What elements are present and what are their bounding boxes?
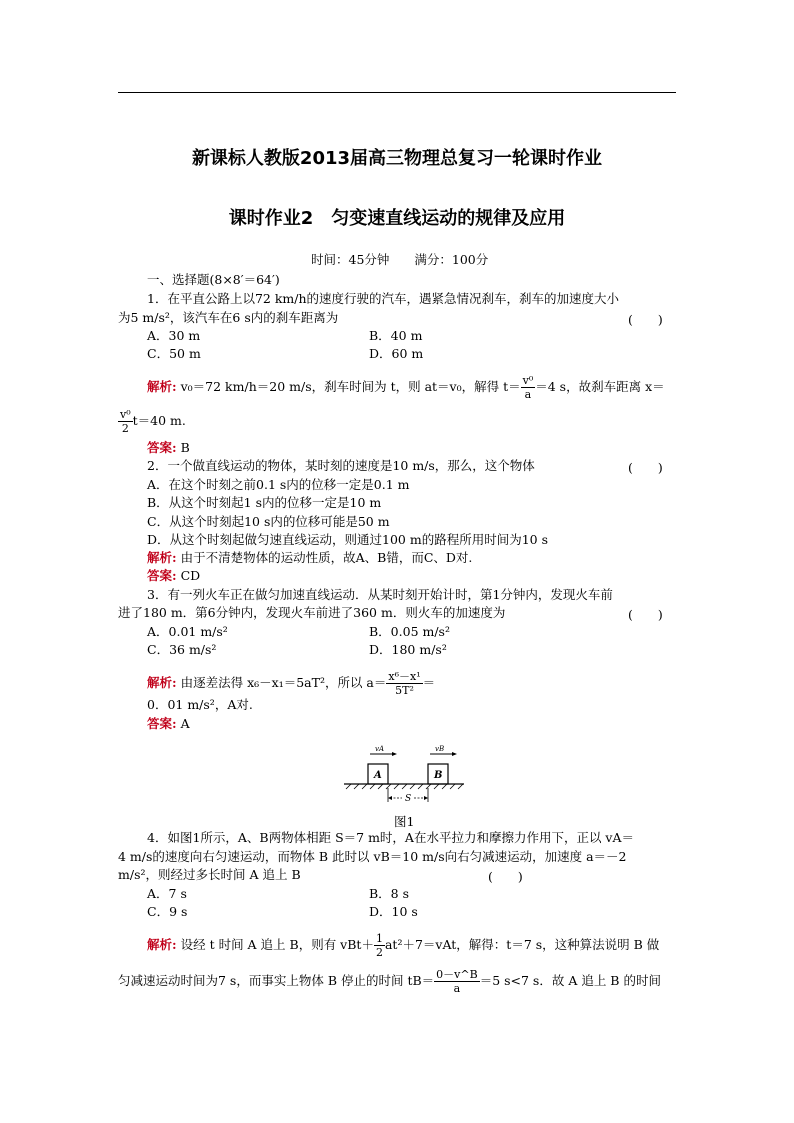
q1-answer-value: B	[180, 440, 190, 455]
q4-option-b: B．8 s	[369, 886, 410, 901]
q3-analysis	[147, 670, 435, 697]
q1-analysis-result: t＝40 m.	[132, 413, 186, 428]
time-info: 时间：45分钟 满分：100分	[311, 252, 489, 267]
fraction-denominator: 5T²	[395, 684, 414, 697]
q4-fraction-stop-time	[434, 968, 480, 995]
q1-analysis-text-b: ＝4 s，故刹车距离 x＝	[535, 379, 665, 394]
analysis-label: 解析:	[147, 379, 177, 394]
q4-option-d: D．10 s	[369, 904, 418, 919]
q3-analysis-text-b: ＝	[422, 675, 436, 690]
q3-answer	[147, 716, 190, 732]
q4-analysis-line2	[118, 968, 661, 995]
q1-stem-line1: 1．在平直公路上以72 km/h的速度行驶的汽车，遇紧急情况刹车，刹车的加速度大小	[147, 291, 620, 306]
q3-stem-line2: 进了180 m．第6分钟内，发现火车前进了360 m．则火车的加速度为	[118, 605, 506, 620]
figure-caption: 图1	[394, 814, 415, 829]
label-vb: vB	[435, 745, 445, 753]
q2-answer-blank: ( )	[628, 460, 663, 475]
q3-fraction-acceleration	[386, 670, 422, 697]
block-a-label: A	[374, 770, 382, 781]
q2-analysis	[147, 550, 472, 566]
fraction-denominator: 2	[121, 422, 129, 435]
q2-option-c: C．从这个时刻起10 s内的位移可能是50 m	[147, 514, 390, 529]
q1-answer	[147, 440, 190, 456]
q4-analysis-text-a: 设经 t 时间 A 追上 B，则有 vBt＋	[180, 937, 374, 952]
q1-option-d: D．60 m	[369, 346, 424, 361]
q4-analysis-text-b: at²＋7＝vAt，解得：t＝7 s，这种算法说明 B 做	[384, 937, 660, 952]
q1-analysis-text-a: v₀＝72 km/h＝20 m/s，刹车时间为 t，则 at＝v₀，解得 t＝	[180, 379, 521, 394]
analysis-label: 解析:	[147, 937, 177, 952]
q1-option-a: A．30 m	[147, 328, 201, 343]
ground-hatching	[346, 784, 463, 789]
q3-analysis-line2: 0．01 m/s²，A对.	[147, 697, 253, 712]
fraction-denominator: 2	[375, 946, 383, 959]
q2-option-d: D．从这个时刻起做匀速直线运动，则通过100 m的路程所用时间为10 s	[147, 532, 549, 547]
q4-analysis	[147, 932, 659, 959]
q1-fraction-distance	[118, 408, 133, 435]
section-heading: 一、选择题(8×8′＝64′)	[147, 272, 280, 287]
q1-option-c: C．50 m	[147, 346, 201, 361]
fraction-numerator: x⁶－x¹	[388, 670, 421, 683]
document-title: 新课标人教版2013届高三物理总复习一轮课时作业	[191, 148, 603, 169]
q3-analysis-text-a: 由逐差法得 x₆－x₁＝5aT²，所以 a＝	[180, 675, 387, 690]
fraction-numerator: v⁰	[522, 374, 534, 387]
fraction-numerator: v⁰	[120, 408, 131, 421]
q3-option-b: B．0.05 m/s²	[369, 624, 450, 639]
q3-stem-line1: 3．有一列火车正在做匀加速直线运动．从某时刻开始计时，第1分钟内，发现火车前	[147, 587, 613, 602]
distance-label: S	[405, 794, 412, 804]
q4-stem-line3: m/s²，则经过多长时间 A 追上 B	[118, 867, 301, 882]
q4-answer-blank: ( )	[488, 869, 523, 884]
q1-analysis-line2	[118, 408, 186, 435]
fraction-numerator: 1	[375, 932, 383, 945]
q4-stem-line1: 4．如图1所示，A、B两物体相距 S＝7 m时，A在水平拉力和摩擦力作用下，正以 vA＝	[147, 830, 635, 845]
q3-option-a: A．0.01 m/s²	[147, 624, 228, 639]
answer-label: 答案:	[147, 716, 177, 731]
q2-answer-value: CD	[180, 568, 201, 583]
arrowhead-a-icon	[392, 752, 397, 756]
q2-option-a: A．在这个时刻之前0.1 s内的位移一定是0.1 m	[147, 477, 410, 492]
q2-option-b: B．从这个时刻起1 s内的位移一定是10 m	[147, 495, 382, 510]
q4-analysis-text-d: ＝5 s<7 s．故 A 追上 B 的时间	[479, 973, 661, 988]
q3-option-d: D．180 m/s²	[369, 642, 447, 657]
label-va: vA	[375, 745, 385, 753]
q1-analysis	[147, 374, 665, 401]
distance-arrow-right-icon	[424, 796, 428, 800]
arrowhead-b-icon	[452, 752, 457, 756]
q4-stem-line2: 4 m/s的速度向右匀速运动，而物体 B 此时以 vB＝10 m/s向右匀减速运动，加速度 a＝－2	[118, 849, 627, 864]
answer-label: 答案:	[147, 568, 177, 583]
q3-option-c: C．36 m/s²	[147, 642, 217, 657]
q1-stem-line2: 为5 m/s²，该汽车在6 s内的刹车距离为	[118, 310, 339, 325]
q1-option-b: B．40 m	[369, 328, 423, 343]
fraction-numerator: 0－v^B	[436, 968, 478, 981]
q4-fraction-half	[374, 932, 385, 959]
q1-answer-blank: ( )	[628, 312, 663, 327]
fraction-denominator: a	[524, 388, 532, 401]
block-b-label: B	[434, 770, 443, 781]
q2-analysis-text: 由于不清楚物体的运动性质，故A、B错，而C、D对.	[180, 550, 473, 565]
q3-answer-value: A	[180, 716, 190, 731]
q2-stem: 2．一个做直线运动的物体，某时刻的速度是10 m/s，那么，这个物体	[147, 458, 535, 473]
figure-1-diagram	[344, 742, 464, 806]
q4-analysis-text-c: 匀减速运动时间为7 s，而事实上物体 B 停止的时间 tB＝	[118, 973, 435, 988]
q2-answer	[147, 568, 200, 584]
q4-option-c: C．9 s	[147, 904, 188, 919]
q3-answer-blank: ( )	[628, 607, 663, 622]
analysis-label: 解析:	[147, 675, 177, 690]
fraction-denominator: a	[453, 982, 461, 995]
header-rule	[118, 92, 676, 93]
q1-fraction-time	[521, 374, 536, 401]
answer-label: 答案:	[147, 440, 177, 455]
q4-option-a: A．7 s	[147, 886, 187, 901]
document-subtitle: 课时作业2 匀变速直线运动的规律及应用	[228, 208, 566, 229]
distance-arrow-left-icon	[388, 796, 392, 800]
analysis-label: 解析:	[147, 550, 177, 565]
